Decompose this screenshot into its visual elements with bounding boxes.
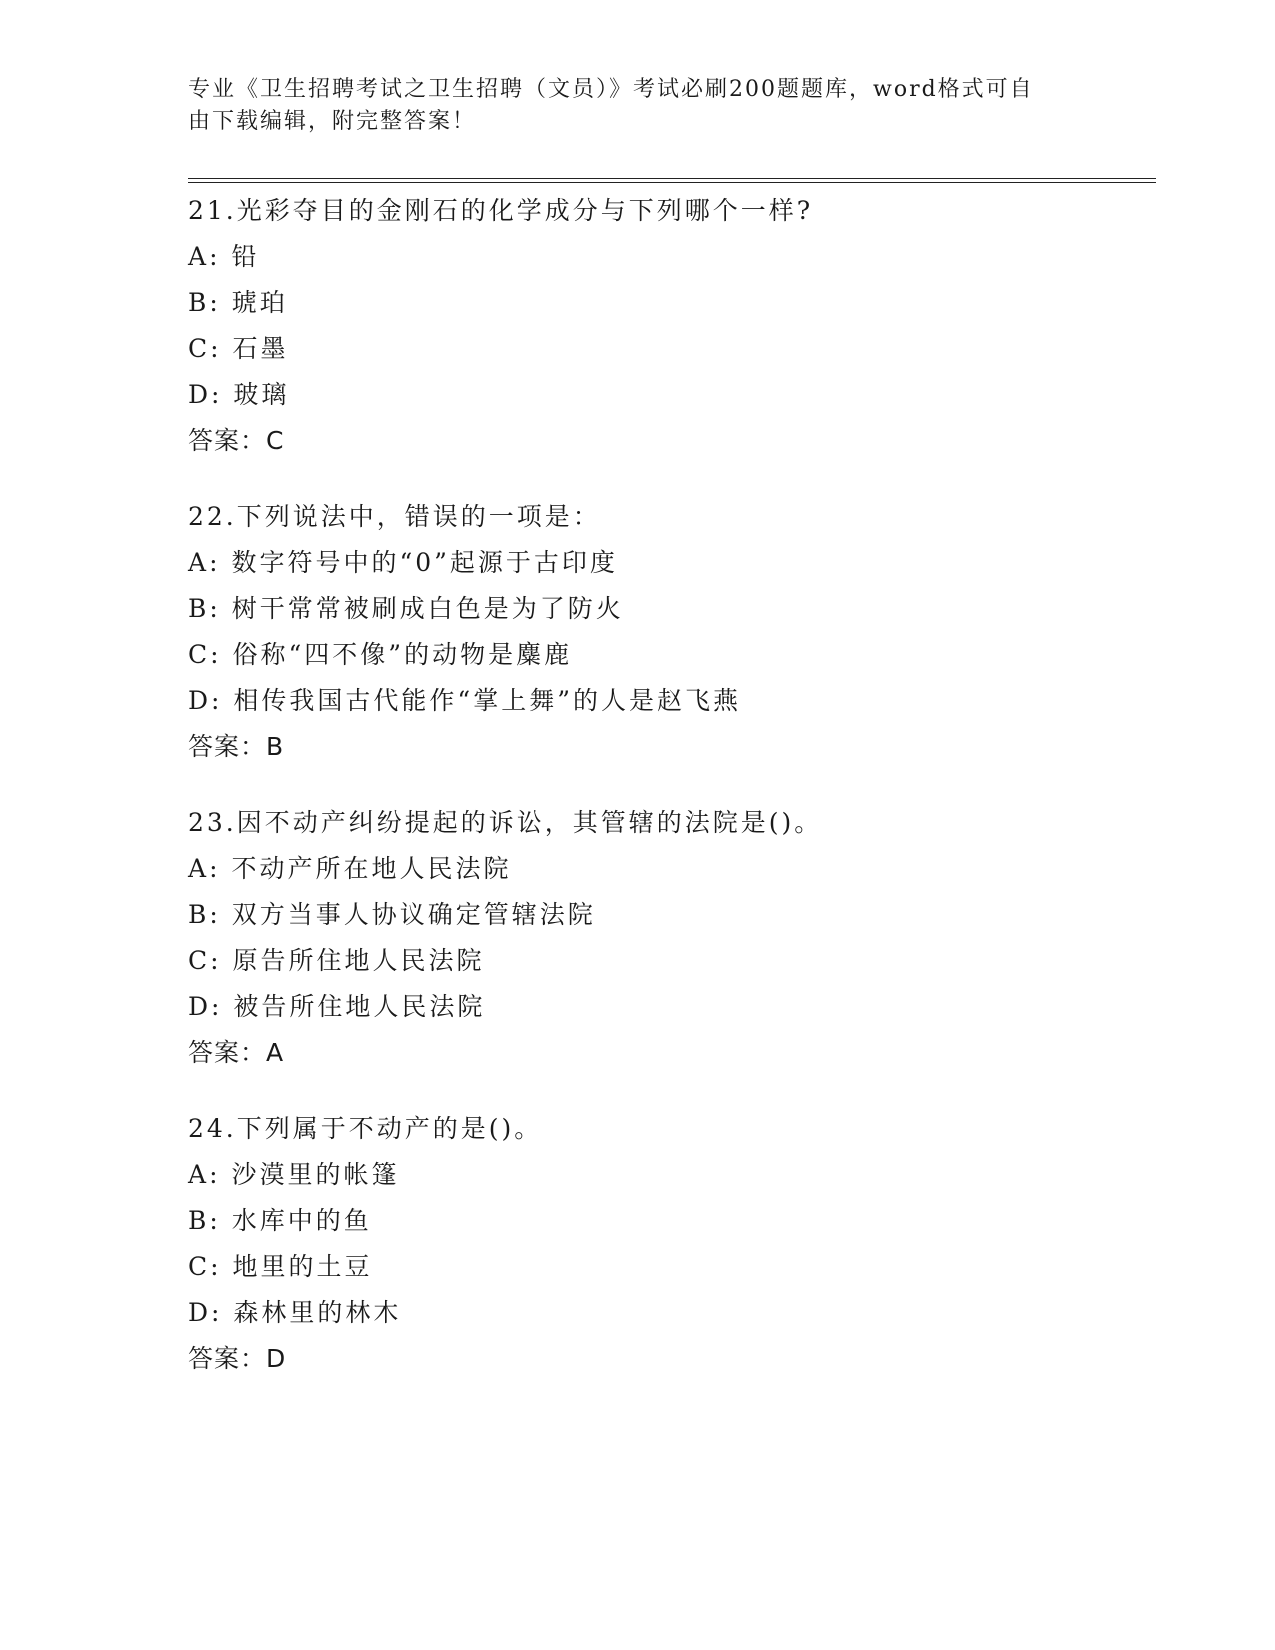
question-21 [188, 188, 1156, 464]
option-a [188, 234, 1156, 280]
option-text: 石墨 [232, 334, 289, 363]
option-text: 沙漠里的帐篷 [231, 1160, 400, 1189]
option-letter: A [188, 548, 210, 577]
option-letter: B [188, 594, 210, 623]
option-separator: : [210, 1252, 233, 1281]
option-b [188, 1198, 1156, 1244]
header-divider-bottom [188, 182, 1156, 183]
option-text: 数字符号中的“0”起源于古印度 [231, 548, 618, 577]
answer-value: D [266, 1344, 287, 1373]
option-text: 俗称“四不像”的动物是麋鹿 [232, 640, 573, 669]
document-header [188, 74, 1068, 138]
answer-line [188, 724, 1156, 770]
option-text: 被告所住地人民法院 [233, 992, 486, 1021]
option-separator: : [209, 1206, 232, 1235]
option-letter: B [188, 900, 210, 929]
header-line-2: 由下载编辑，附完整答案！ [188, 109, 477, 134]
option-letter: A [188, 854, 210, 883]
answer-line [188, 1336, 1156, 1382]
option-d [188, 1290, 1156, 1336]
option-letter: A [188, 1160, 210, 1189]
option-text: 地里的土豆 [232, 1252, 373, 1281]
option-text: 不动产所在地人民法院 [231, 854, 512, 883]
option-letter: D [188, 992, 212, 1021]
question-22 [188, 494, 1156, 770]
option-separator: : [209, 900, 232, 929]
option-separator: : [210, 946, 233, 975]
option-c [188, 632, 1156, 678]
question-stem: 22.下列说法中，错误的一项是： [188, 502, 601, 531]
option-a [188, 540, 1156, 586]
answer-label: 答案： [188, 1344, 267, 1373]
answer-value: C [266, 426, 285, 455]
option-text: 琥珀 [231, 288, 288, 317]
option-separator: : [209, 594, 232, 623]
option-separator: : [210, 334, 233, 363]
option-separator: : [209, 242, 232, 271]
option-b [188, 280, 1156, 326]
option-separator: : [211, 686, 234, 715]
option-b [188, 892, 1156, 938]
question-stem: 23.因不动产纠纷提起的诉讼，其管辖的法院是()。 [188, 808, 823, 837]
answer-value: A [266, 1038, 285, 1067]
option-c [188, 1244, 1156, 1290]
option-separator: : [209, 548, 232, 577]
answer-value: B [266, 732, 285, 761]
question-stem: 21.光彩夺目的金刚石的化学成分与下列哪个一样? [188, 196, 814, 225]
option-a [188, 1152, 1156, 1198]
option-text: 铅 [231, 242, 260, 271]
option-text: 树干常常被刷成白色是为了防火 [231, 594, 624, 623]
option-text: 相传我国古代能作“掌上舞”的人是赵飞燕 [233, 686, 741, 715]
option-d [188, 984, 1156, 1030]
option-separator: : [209, 288, 232, 317]
option-letter: B [188, 1206, 210, 1235]
option-a [188, 846, 1156, 892]
option-letter: C [188, 334, 211, 363]
option-letter: D [188, 380, 212, 409]
option-separator: : [210, 640, 233, 669]
option-separator: : [209, 854, 232, 883]
option-letter: D [188, 1298, 212, 1327]
option-c [188, 938, 1156, 984]
header-line-1: 专业《卫生招聘考试之卫生招聘（文员）》考试必刷200题题库，word格式可自 [188, 77, 1034, 102]
header-divider-top [188, 178, 1156, 179]
option-separator: : [211, 992, 234, 1021]
answer-label: 答案： [188, 1038, 267, 1067]
question-stem: 24.下列属于不动产的是()。 [188, 1114, 543, 1143]
option-text: 玻璃 [233, 380, 290, 409]
option-c [188, 326, 1156, 372]
question-list [188, 188, 1156, 1412]
option-letter: D [188, 686, 212, 715]
option-b [188, 586, 1156, 632]
option-text: 双方当事人协议确定管辖法院 [231, 900, 596, 929]
option-separator: : [209, 1160, 232, 1189]
answer-line [188, 418, 1156, 464]
answer-label: 答案： [188, 732, 267, 761]
option-separator: : [211, 380, 234, 409]
option-text: 水库中的鱼 [231, 1206, 372, 1235]
question-23 [188, 800, 1156, 1076]
option-letter: A [188, 242, 210, 271]
option-d [188, 372, 1156, 418]
option-separator: : [211, 1298, 234, 1327]
option-letter: C [188, 946, 211, 975]
option-text: 原告所住地人民法院 [232, 946, 485, 975]
answer-label: 答案： [188, 426, 267, 455]
option-letter: C [188, 640, 211, 669]
option-letter: C [188, 1252, 211, 1281]
question-24 [188, 1106, 1156, 1382]
option-text: 森林里的林木 [233, 1298, 402, 1327]
answer-line [188, 1030, 1156, 1076]
option-d [188, 678, 1156, 724]
option-letter: B [188, 288, 210, 317]
